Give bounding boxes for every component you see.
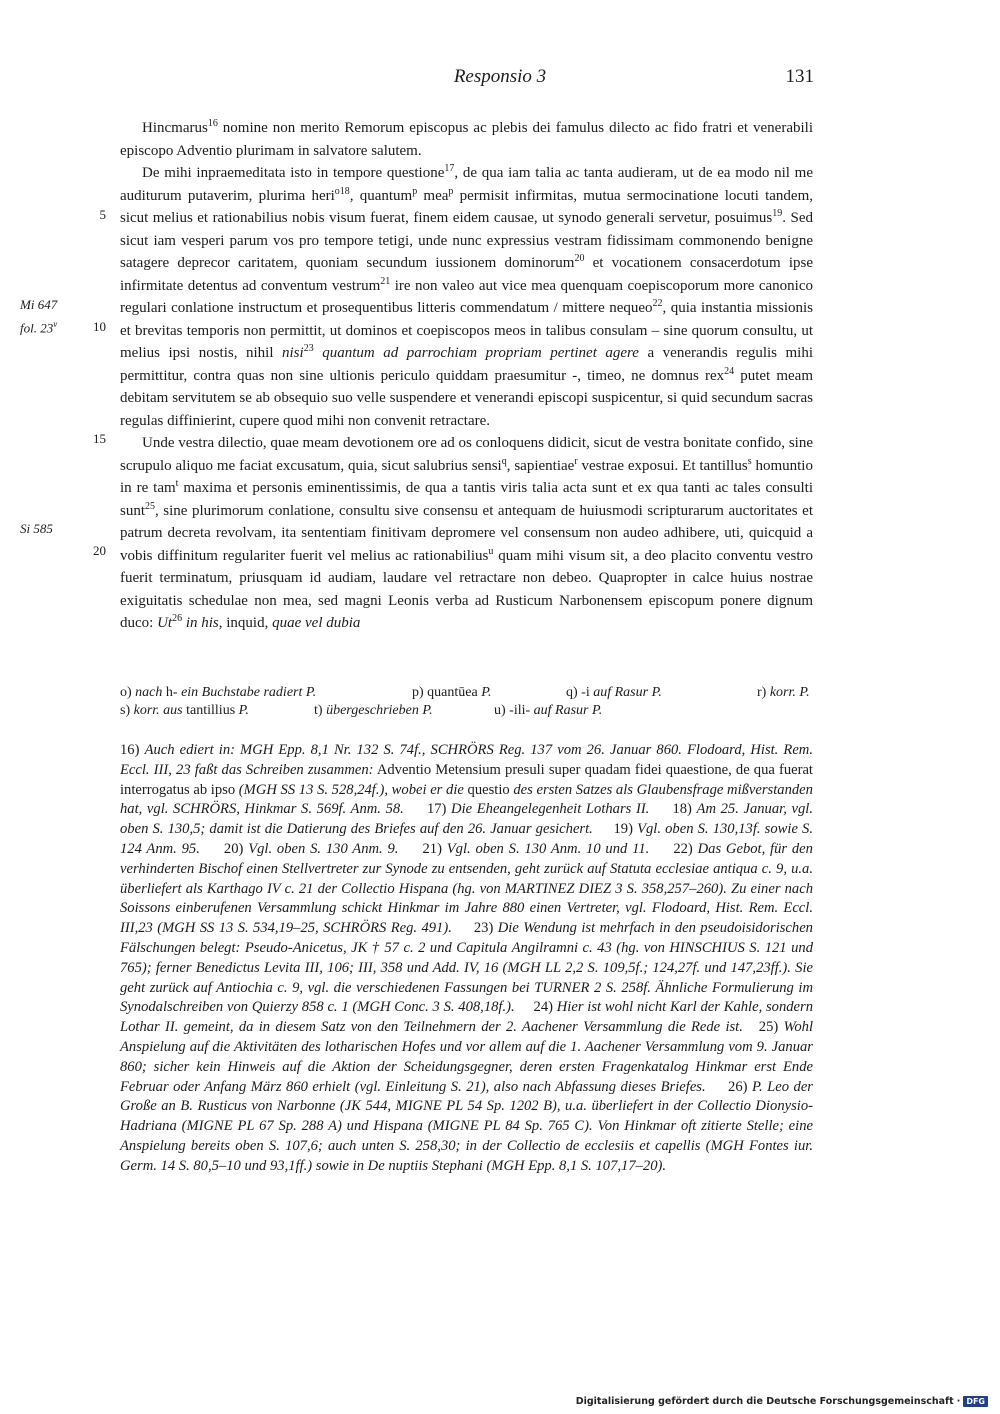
line-number-10: 10 <box>93 319 106 334</box>
apparatus-row-2 <box>120 702 813 720</box>
body-paragraph-2: Unde vestra dilectio, quae meam devotionem ore ad os conloquens didicit, sicut de vestra bonitate confido, sine scrupulo aliquo me faciat excusatum, quia, sicut salubrius sensi$^q$, sapientiae$^r$ vestrae exposui. Et tantillus$^s$ homuntio in re tam$^t$ maxima et personis eminentissimis, de qua a tantis viris talia acta sunt et ex qua tanti ac tales consulti sunt$^{25}$, sine plurimorum conlatione, consultu sive consensu et antequam de huiusmodi scripturarum auctoritates et patrum decreta revolvam, ita sententiam finitivam depromere vel consensum non audeo adhibere, uti, quicquid a vobis diffinitum regulariter fuerit vel melius ac rationabilius$^u$ quam mihi visum sit, a deo placito conventu vestro fuerit terminatum, priusquam id audiam, laudare vel retractare non debeo. Quapropter in calce huius nostrae exiguitatis schedulae non mea, sed magni Leonis verba ad Rusticum Narbonensem episcopum ponere dignum duco: Ut$^{26}$ in his, inquid, quae vel dubia <box>120 435 813 631</box>
main-text <box>120 117 813 635</box>
line-number-15: 15 <box>93 431 106 446</box>
dfg-footer: Digitalisierung gefördert durch die Deutsche Forschungsgemeinschaft · DFG <box>576 1396 988 1407</box>
apparatus-q: q) -i auf Rasur P. <box>566 685 662 700</box>
dfg-footer-text: Digitalisierung gefördert durch die Deutsche Forschungsgemeinschaft <box>575 1396 954 1407</box>
apparatus-r: r) korr. P. <box>757 685 810 700</box>
apparatus-s: s) korr. aus tantillius P. <box>120 703 249 718</box>
line-number-20: 20 <box>93 543 106 558</box>
commentary-footnotes: 16) Auch ediert in: MGH Epp. 8,1 Nr. 132 S. 74f., SCHRÖRS Reg. 137 vom 26. Januar 860. Flodoard, Hist. Rem. Eccl. III, 23 faßt das Schreiben zusammen: Adventio Metensium presuli super quadam fidei quaestione, de qua fuerat interrogatus ab ipso (MGH SS 13 S. 528,24f.), wobei er die questio des ersten Satzes als Glaubensfrage mißverstanden hat, vgl. SCHRÖRS, Hinkmar S. 569f. Anm. 58. 17) Die Eheangelegenheit Lothars II. 18) Am 25. Januar, vgl. oben S. 130,5; damit ist die Datierung des Briefes auf den 26. Januar gesichert. 19) Vgl. oben S. 130,13f. sowie S. 124 Anm. 95. 20) Vgl. oben S. 130 Anm. 9. 21) Vgl. oben S. 130 Anm. 10 und 11. 22) Das Gebot, für den verhinderten Bischof einen Stellvertreter zur Synode zu entsenden, geht zurück auf Statuta ecclesiae antiqua c. 9, u.a. überliefert als Karthago IV c. 21 der Collectio Hispana (hg. von MARTINEZ DIEZ 3 S. 358,257–260). Zu einer nach Soissons einberufenen Versammlung schickt Hinkmar im Jahre 880 einen Vertreter, vgl. Flodoard, Hist. Rem. Eccl. III,23 (MGH SS 13 S. 534,19–25, SCHRÖRS Reg. 491). 23) Die Wendung ist mehrfach in den pseudoisidorischen Fälschungen belegt: Pseudo-Anicetus, JK † 57 c. 2 und Capitula Angilramni c. 43 (hg. von HINSCHIUS S. 121 und 765); ferner Benedictus Levita III, 106; III, 358 und Add. IV, 16 (MGH LL 2,2 S. 109,5f.; 124,27f. und 147,23ff.). Sie geht zurück auf Antiochia c. 9, vgl. die verschiedenen Fassungen bei TURNER 2 S. 258f. Ähnliche Formulierung im Synodalschreiben von Quierzy 858 c. 1 (MGH Conc. 3 S. 408,18f.). 24) Hier ist wohl nicht Karl der Kahle, sondern Lothar II. gemeint, da in diesem Satz von den Teilnehmern der 2. Aachener Versammlung die Rede ist. 25) Wohl Anspielung auf die Aktivitäten des lotharischen Hofes und vor allem auf die 1. Aachener Versammlung vom 9. Januar 860; sicher kein Hinweis auf die Aktion der Scheidungsgegner, deren ersten Fragenkatalog Hinkmar erst Ende Februar oder Anfang März 860 erhielt (vgl. Einleitung S. 21), also nach Abfassung dieses Briefes. 26) P. Leo der Große an B. Rusticus von Narbonne (JK 544, MIGNE PL 54 Sp. 1202 B), u.a. überliefert in der Collectio Dionysio-Hadriana (MIGNE PL 67 Sp. 288 A) und Hispana (MIGNE PL 84 Sp. 765 C). Von Hinkmar oft zitierte Stelle; eine Anspielung bereits oben S. 107,6; auch unten S. 258,30; in der Collectio de ecclesiis et capellis (MGH Fontes iur. Germ. 14 S. 80,5–10 und 93,1ff.) sowie in De nuptiis Stephani (MGH Epp. 8,1 S. 107,17–20). <box>120 742 814 1174</box>
margin-ref-fol: fol. 23$^v$ <box>20 319 58 336</box>
apparatus-u: u) -ili- auf Rasur P. <box>494 703 603 718</box>
margin-ref-si: Si 585 <box>20 521 53 536</box>
apparatus-row-1 <box>120 684 813 702</box>
apparatus-p: p) quantūea P. <box>412 685 492 700</box>
critical-apparatus <box>120 684 813 720</box>
running-header-title: Responsio 3 <box>453 66 547 87</box>
salutation-paragraph: Hincmarus$^{16}$ nomine non merito Remorum episcopus ac plebis dei famulus dilecto ac fido fratri et venerabili episcopo Adventio plurimam in salvatore salutem. <box>120 118 813 159</box>
page-number: 131 <box>785 66 814 87</box>
margin-ref-mi: Mi 647 <box>20 297 58 312</box>
line-number-5: 5 <box>99 207 106 222</box>
body-paragraph-1: De mihi inpraemeditata isto in tempore questione$^{17}$, de qua iam talia ac tanta audieram, ut de ea modo nil me auditurum putaverim, plurima heri$^{o18}$, quantum$^p$ mea$^p$ permisit infirmitas, mutua sermocinatione locuti tandem, sicut melius et rationabilius nobis visum fuerat, finem eidem causae, ut synodo generali servetur, posuimus$^{19}$. Sed sicut iam vesperi parum vos pro tempore tetigi, unde nunc expressius vestram fidissimam commonendo benigne satagere deprecor caritatem, quoniam secundum iussionem dominorum$^{20}$ et vocationem consacerdotum ipse infirmitate detentus ad conventum vestrum$^{21}$ ire non valeo aut vice mea quenquam coepiscoporum more canonico regulari conlatione instructum et prosequentibus litteris commendatum / mittere nequeo$^{22}$, quia instantia missionis et brevitas temporis non permittit, ut dominos et coepiscopos meos in talibus consulam – sine quorum consultu, ut melius ipsi nostis, nihil nisi$^{23}$ quantum ad parrochiam propriam pertinet agere a venerandis regulis mihi permittitur, contra quas non sine ultionis periculo quiddam praesumitur -, timeo, ne domnus rex$^{24}$ putet meam debitam servitutem se ab obsequio suo velle suspendere et venerandi episcopi suspicentur, si quid secundum sacras regulas diffinierint, cupere quod mihi non convenit retractare. <box>120 163 814 429</box>
dfg-logo-icon: DFG <box>963 1396 988 1407</box>
apparatus-t: t) übergeschrieben P. <box>314 703 433 718</box>
apparatus-o: o) nach h- ein Buchstabe radiert P. <box>120 685 317 700</box>
